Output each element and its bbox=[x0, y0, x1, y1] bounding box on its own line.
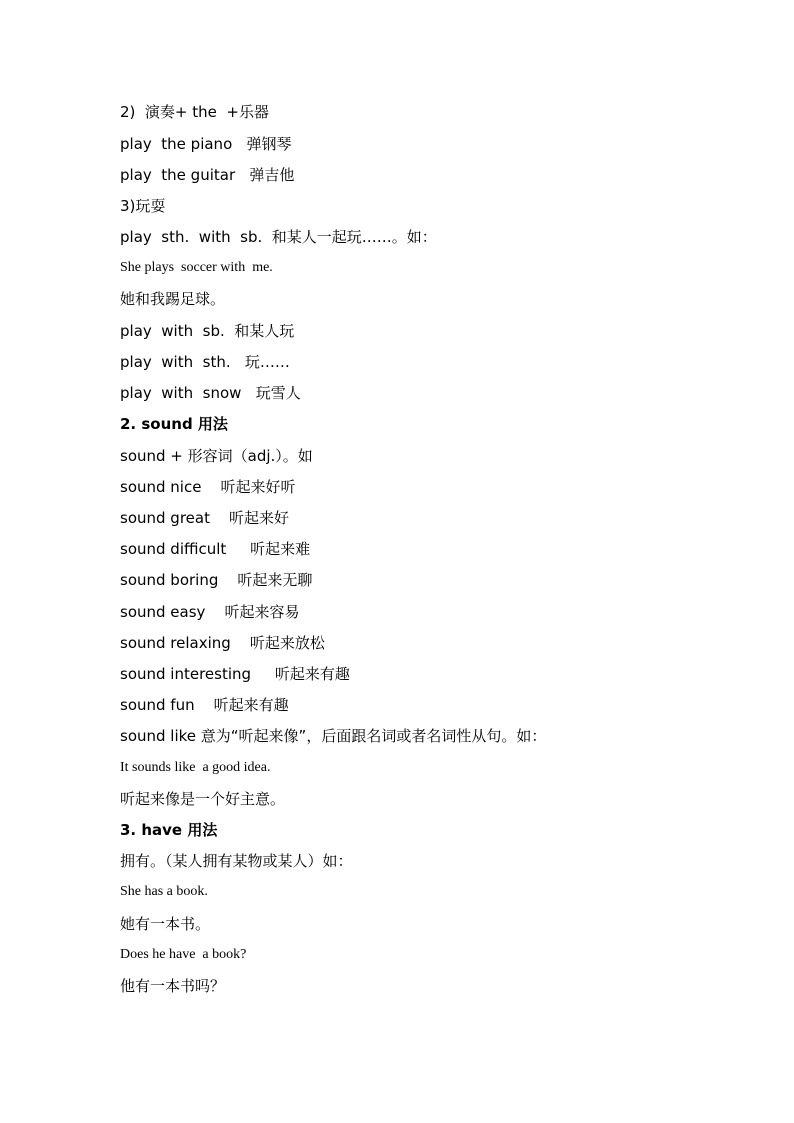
text-line-sound-relaxing: sound relaxing 听起来放松 bbox=[120, 634, 325, 652]
text-line-translation-soccer: 她和我踢足球。 bbox=[120, 290, 226, 308]
text-line-sound-nice: sound nice 听起来好听 bbox=[120, 478, 296, 496]
section-heading-sound: 2. sound 用法 bbox=[120, 415, 228, 433]
text-line-example-good-idea: It sounds like a good idea. bbox=[120, 760, 271, 775]
text-line-play-with-sb: play with sb. 和某人玩 bbox=[120, 322, 295, 340]
text-line-play-with-snow: play with snow 玩雪人 bbox=[120, 384, 301, 402]
text-line-translation-she-has-book: 她有一本书。 bbox=[120, 915, 211, 933]
text-line-example-she-has-book: She has a book. bbox=[120, 884, 208, 899]
text-line-sound-boring: sound boring 听起来无聊 bbox=[120, 571, 313, 589]
text-line-play-piano: play the piano 弹钢琴 bbox=[120, 135, 292, 153]
text-line-play-instrument-rule: 2) 演奏+ the +乐器 bbox=[120, 103, 269, 121]
text-line-sound-easy: sound easy 听起来容易 bbox=[120, 603, 300, 621]
text-line-example-soccer: She plays soccer with me. bbox=[120, 260, 273, 275]
text-line-play-sth-with-sb: play sth. with sb. 和某人一起玩……。如： bbox=[120, 228, 437, 246]
text-line-sound-great: sound great 听起来好 bbox=[120, 509, 290, 527]
text-line-play-with-sth: play with sth. 玩…… bbox=[120, 353, 290, 371]
text-line-sound-fun: sound fun 听起来有趣 bbox=[120, 696, 289, 714]
text-line-sound-difficult: sound difficult 听起来难 bbox=[120, 540, 311, 558]
text-line-sound-interesting: sound interesting 听起来有趣 bbox=[120, 665, 350, 683]
text-line-translation-does-he-have-book: 他有一本书吗？ bbox=[120, 977, 226, 995]
text-line-sound-adj: sound + 形容词（adj.）。如 bbox=[120, 447, 313, 465]
text-line-have-meaning: 拥有。（某人拥有某物或某人）如： bbox=[120, 852, 353, 870]
text-line-play-guitar: play the guitar 弹吉他 bbox=[120, 166, 295, 184]
text-line-translation-good-idea: 听起来像是一个好主意。 bbox=[120, 790, 286, 808]
text-line-play-meaning: 3)玩耍 bbox=[120, 197, 166, 215]
text-line-sound-like: sound like 意为“听起来像”，后面跟名词或者名词性从句。如： bbox=[120, 727, 547, 745]
section-heading-have: 3. have 用法 bbox=[120, 821, 218, 839]
text-line-example-does-he-have-book: Does he have a book? bbox=[120, 947, 247, 962]
